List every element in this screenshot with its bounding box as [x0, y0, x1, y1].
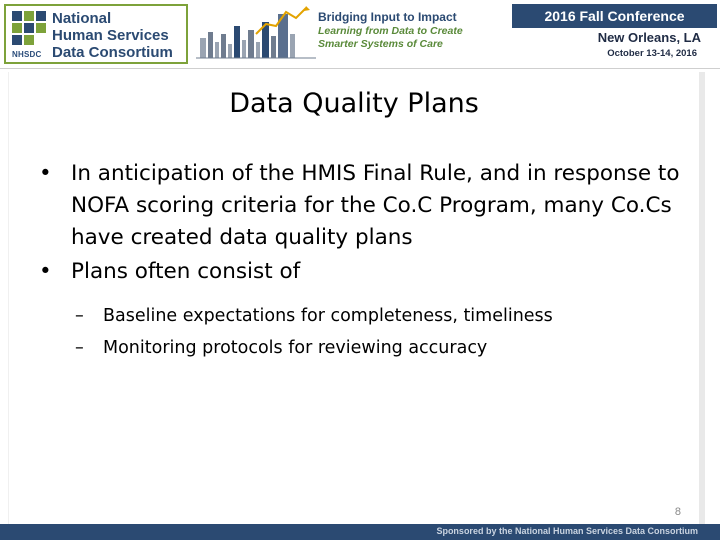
page-number: 8 [674, 506, 681, 518]
sub-bullet-item [27, 334, 687, 362]
footer-text: Sponsored by the National Human Services Data Consortium [436, 526, 698, 536]
tagline-line-2: Smarter Systems of Care [318, 38, 443, 50]
bullet-list [27, 158, 687, 362]
sub-bullet-text: Monitoring protocols for reviewing accuracy [103, 338, 488, 358]
slide-title: Data Quality Plans [229, 88, 479, 119]
conference-name: 2016 Fall Conference [512, 4, 717, 28]
dash-symbol: – [75, 338, 84, 358]
logo-abbr: NHSDC [12, 50, 42, 59]
conference-city: New Orleans, LA [597, 30, 701, 45]
conference-dates: October 13-14, 2016 [607, 48, 697, 59]
bullet-text: Plans often consist of [71, 259, 301, 284]
logo-line-1: National [52, 10, 112, 27]
bullet-item [27, 158, 687, 254]
logo-text [52, 10, 188, 61]
sub-bullet-list [27, 302, 687, 362]
bullet-symbol: • [39, 161, 52, 186]
bullet-text: In anticipation of the HMIS Final Rule, and in response to NOFA scoring criteria for the Co.C Program, many Co.Cs have created data quality plans [71, 161, 680, 250]
logo-grid-icon [12, 11, 48, 55]
city-skyline-icon [196, 4, 316, 62]
nhsdc-logo [4, 4, 188, 64]
bullet-symbol: • [39, 259, 52, 284]
footer-bar [0, 524, 720, 540]
sub-bullet-text: Baseline expectations for completeness, timeliness [103, 306, 553, 326]
conference-tagline [318, 10, 508, 51]
header-banner [0, 0, 720, 69]
slide-content [8, 72, 705, 524]
tagline-title: Bridging Input to Impact [318, 10, 457, 24]
bullet-item [27, 256, 687, 288]
tagline-line-1: Learning from Data to Create [318, 25, 463, 37]
sub-bullet-item [27, 302, 687, 330]
logo-line-2: Human Services [52, 27, 169, 44]
dash-symbol: – [75, 306, 84, 326]
logo-line-3: Data Consortium [52, 44, 173, 61]
